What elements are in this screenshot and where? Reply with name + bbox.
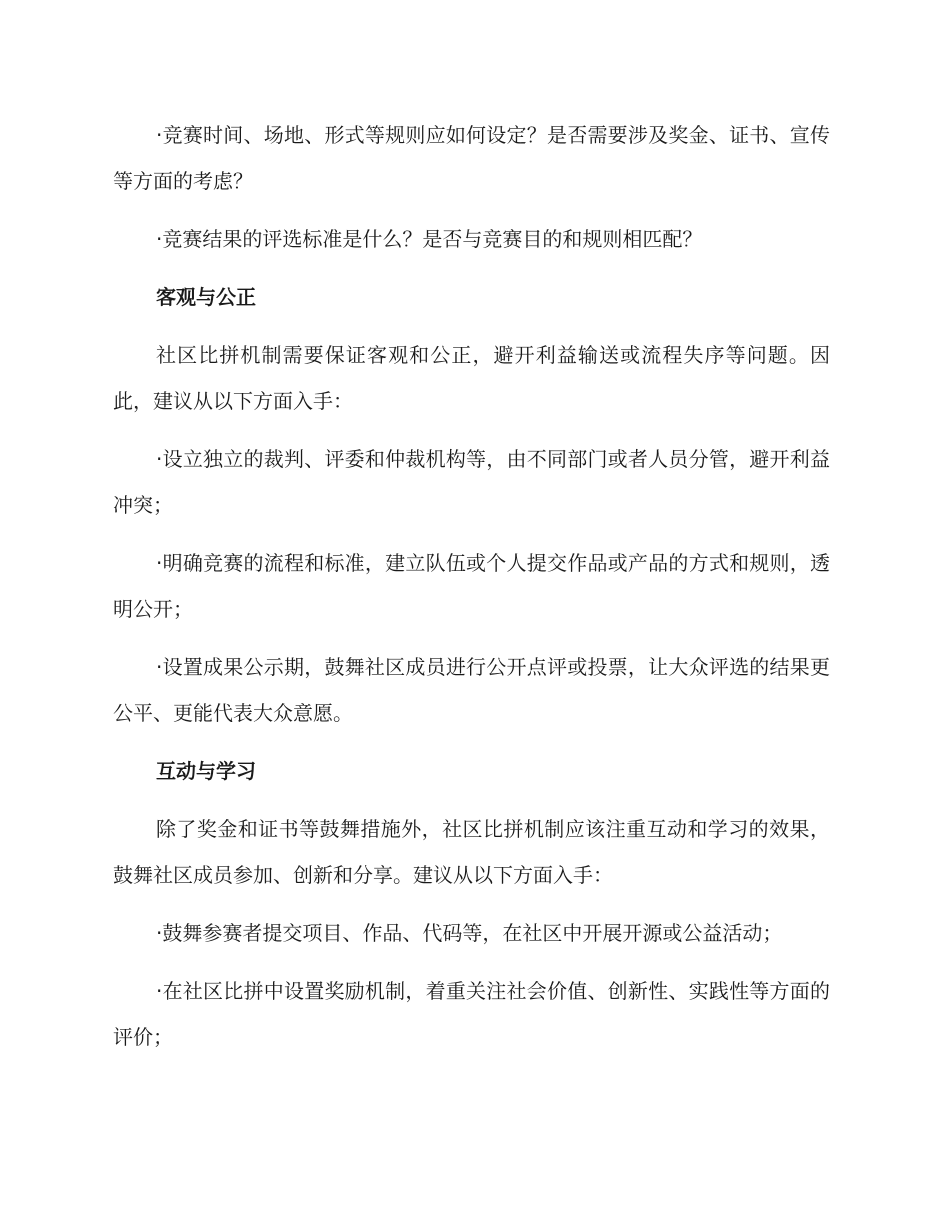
bullet-paragraph-criteria: ·竞赛结果的评选标准是什么？是否与竞赛目的和规则相匹配？ [156,227,703,251]
section-heading-objectivity: 客观与公正 [156,285,256,309]
spacer [113,424,830,436]
spacer [113,262,830,274]
spacer [113,320,830,332]
bullet-paragraph-transparent-process: ·明确竞赛的流程和标准，建立队伍或个人提交作品或产品的方式和规则，透明公开； [113,551,830,621]
spacer [113,898,830,910]
spacer [113,528,830,540]
spacer [113,736,830,748]
bullet-paragraph-reward-mechanism: ·在社区比拼中设置奖励机制，着重关注社会价值、创新性、实践性等方面的评价； [113,979,830,1049]
bullet-paragraph-public-review: ·设置成果公示期，鼓舞社区成员进行公开点评或投票，让大众评选的结果更公平、更能代表大众意愿。 [113,655,830,725]
spacer [113,794,830,806]
section-heading-interaction: 互动与学习 [156,759,256,783]
spacer [113,204,830,216]
spacer [113,632,830,644]
paragraph-interaction-intro: 除了奖金和证书等鼓舞措施外，社区比拼机制应该注重互动和学习的效果，鼓舞社区成员参加、创新和分享。建议从以下方面入手： [113,817,830,887]
paragraph-objectivity-intro: 社区比拼机制需要保证客观和公正，避开利益输送或流程失序等问题。因此，建议从以下方面入手： [113,343,830,413]
bullet-paragraph-independent-judges: ·设立独立的裁判、评委和仲裁机构等，由不同部门或者人员分管，避开利益冲突； [113,447,830,517]
bullet-paragraph-rules: ·竞赛时间、场地、形式等规则应如何设定？是否需要涉及奖金、证书、宣传等方面的考虑？ [113,123,830,193]
spacer [113,956,830,968]
bullet-paragraph-open-source: ·鼓舞参赛者提交项目、作品、代码等，在社区中开展开源或公益活动； [156,921,783,945]
